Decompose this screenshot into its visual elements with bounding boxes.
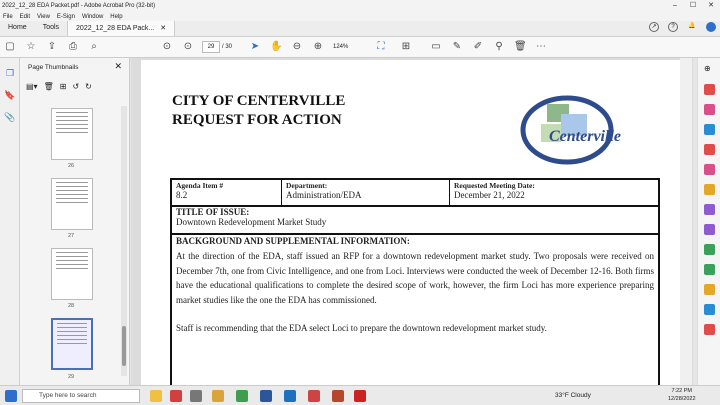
export-pdf-icon[interactable] [704,84,715,95]
scroll-mode-icon[interactable]: ⊞ [401,41,411,52]
tab-home[interactable]: Home [8,24,27,31]
taskbar-search[interactable]: Type here to search [22,389,140,403]
comment-icon[interactable]: ▭ [431,41,441,52]
account-avatar[interactable] [706,22,716,32]
highlight-pen-icon[interactable]: ✎ [452,41,462,52]
heading-request: REQUEST FOR ACTION [172,112,342,128]
thumbnail-page-selected[interactable] [51,318,93,370]
menu-window[interactable]: Window [81,13,104,20]
notification-bell-icon[interactable]: 🔔 [688,23,696,29]
enhance-scans-icon[interactable] [704,244,715,255]
page-thumbnails-icon[interactable]: ❐ [5,68,15,78]
maximize-button[interactable]: ☐ [689,2,697,9]
agenda-cell: Agenda Item # 8.2 [172,180,282,205]
window-title: 2022_12_28 EDA Packet.pdf - Adobe Acrobat Pro (32-bit) [2,3,156,9]
rotate-right-icon[interactable]: ↻ [85,82,92,91]
delete-page-icon[interactable]: 🗑 [43,82,54,91]
thumbnail-label: 27 [68,233,75,239]
create-pdf-icon[interactable] [704,104,715,115]
next-page-icon[interactable]: ⊙ [183,41,193,52]
word-icon[interactable] [260,390,272,402]
file-explorer-icon[interactable] [212,390,224,402]
draw-icon[interactable]: ✐ [473,41,483,52]
fill-sign-icon[interactable] [704,204,715,215]
thumbnails-title: Page Thumbnails [28,64,79,71]
menu-file[interactable]: File [3,13,13,20]
menu-bar [0,12,720,21]
delete-icon[interactable]: 🗑 [514,41,527,52]
redact-icon[interactable] [704,324,715,335]
protect-icon[interactable] [704,304,715,315]
request-esign-icon[interactable] [704,224,715,235]
menu-view[interactable]: View [37,13,50,20]
page-number-input[interactable]: 29 [202,41,220,53]
hand-tool-icon[interactable]: ✋ [270,41,283,52]
thumbnail-label: 29 [68,374,75,380]
heading-city: CITY OF CENTERVILLE [172,93,346,109]
more-tools-icon[interactable]: ⋯ [536,41,546,52]
zoom-in-icon[interactable]: ⊕ [313,41,323,52]
task-view-icon[interactable] [190,390,202,402]
print-icon[interactable]: ⎙ [69,41,77,52]
organize-pages-icon[interactable] [704,164,715,175]
outlook-icon[interactable] [284,390,296,402]
centerville-logo [517,90,659,166]
bookmarks-icon[interactable]: 🔖 [4,90,16,100]
select-cursor-icon[interactable]: ➤ [250,41,260,52]
thumbnails-scrollbar[interactable] [121,106,127,376]
help-icon[interactable]: ? [668,22,678,32]
start-windows-icon[interactable] [5,390,17,402]
thumbnail-page[interactable] [51,178,93,230]
pdf-page [141,60,681,385]
title-of-issue-section: TITLE OF ISSUE: Downtown Redevelopment Market Study [170,206,660,235]
zoom-select[interactable]: 124% [333,44,349,50]
previous-page-icon[interactable]: ⊙ [162,41,172,52]
thumbnail-label: 26 [68,163,75,169]
chrome-icon[interactable] [236,390,248,402]
recommendation-paragraph: Staff is recommending that the EDA select Loci to prepare the downtown redevelopment market study. [176,323,547,333]
meeting-date-cell: Requested Meeting Date: December 21, 2022 [454,181,535,200]
weather-widget[interactable]: 33°F Cloudy [555,392,591,399]
create-icon[interactable]: ▢ [5,41,15,52]
thumbnail-label: 28 [68,303,75,309]
zoom-rail-icon[interactable]: ⊕ [704,64,711,73]
bookmark-star-icon[interactable]: ☆ [26,41,36,52]
close-tab-icon[interactable]: ✕ [160,24,167,32]
background-paragraph: At the direction of the EDA, staff issued an RFP for a downtown redevelopment market study. Two proposals were received on December 7th, one from Civic Intelligence, and one from Loci. Interviews were conducted the week of December 12-16. Both firms have the educational qualifications to complete the desired scope of work, however, the firm Loci has more experience preparing market studies like the one the EDA has commissioned. [176,251,654,305]
title-bar [0,0,720,12]
share-icon[interactable]: ↗ [649,22,659,32]
stamp-icon[interactable]: ⚲ [495,41,503,52]
close-window-button[interactable]: ✕ [708,2,714,9]
thumbnails-panel [20,58,130,385]
close-panel-icon[interactable]: ✕ [114,61,122,71]
minimize-button[interactable]: – [673,2,677,9]
find-icon[interactable]: ⌕ [91,41,97,52]
page-total: / 30 [222,44,233,50]
thumbnail-tools [26,82,92,91]
app-icon[interactable] [308,390,320,402]
acrobat-icon[interactable] [354,390,366,402]
thumbnail-options-icon[interactable]: ▤▾ [26,82,38,91]
rotate-left-icon[interactable]: ↺ [72,82,80,91]
attachments-icon[interactable]: 📎 [4,112,16,122]
zoom-out-icon[interactable]: ⊖ [292,41,302,52]
thumbnail-page[interactable] [51,108,93,160]
system-clock[interactable]: 7:22 PM 12/28/2022 [668,388,696,402]
comment-tool-icon[interactable] [704,184,715,195]
stamp-tool-icon[interactable] [704,284,715,295]
app-icon[interactable] [150,390,162,402]
tab-bar [0,21,720,37]
logo-wordmark: Centerville [549,128,621,145]
menu-help[interactable]: Help [110,13,123,20]
right-tools-rail [697,58,720,385]
combine-files-icon[interactable] [704,144,715,155]
tab-tools[interactable]: Tools [42,24,60,31]
menu-edit[interactable]: Edit [19,13,31,20]
document-scrollbar[interactable] [680,58,692,385]
fit-page-icon[interactable]: ⛶ [377,41,385,52]
powerpoint-icon[interactable] [332,390,344,402]
scrollbar-thumb[interactable] [122,326,126,366]
header-right-icons [649,22,716,32]
tab-document[interactable] [67,21,175,36]
taskbar [0,385,720,405]
measure-icon[interactable] [704,264,715,275]
app-icon[interactable] [170,390,182,402]
tab-document-label: 2022_12_28 EDA Pack... [76,24,155,32]
department-cell: Department: Administration/EDA [282,180,450,205]
edit-pdf-icon[interactable] [704,124,715,135]
document-heading [172,92,345,130]
thumbnail-page[interactable] [51,248,93,300]
left-navigation-rail [0,58,20,385]
menu-esign[interactable]: E-Sign [56,13,75,20]
document-viewport [131,58,693,385]
header-info-table [170,178,660,207]
insert-page-icon[interactable]: ⊞ [59,82,67,91]
background-section: BACKGROUND AND SUPPLEMENTAL INFORMATION: At the direction of the EDA, staff issued an RFP for a downtown redevelopment market study. Two proposals were received on December 7th, one from Civic Intelligence, and one from Loci. Interviews were conducted the week of December 12-16. Both firms have the educational qualifications to complete the desired scope of work, however, the firm Loci has more experience preparing market studies like the one the EDA has commissioned. Staff is recommending that the EDA select Loci to prepare the downtown redevelopment market study. [170,235,660,385]
upload-icon[interactable]: ⇪ [47,41,57,52]
